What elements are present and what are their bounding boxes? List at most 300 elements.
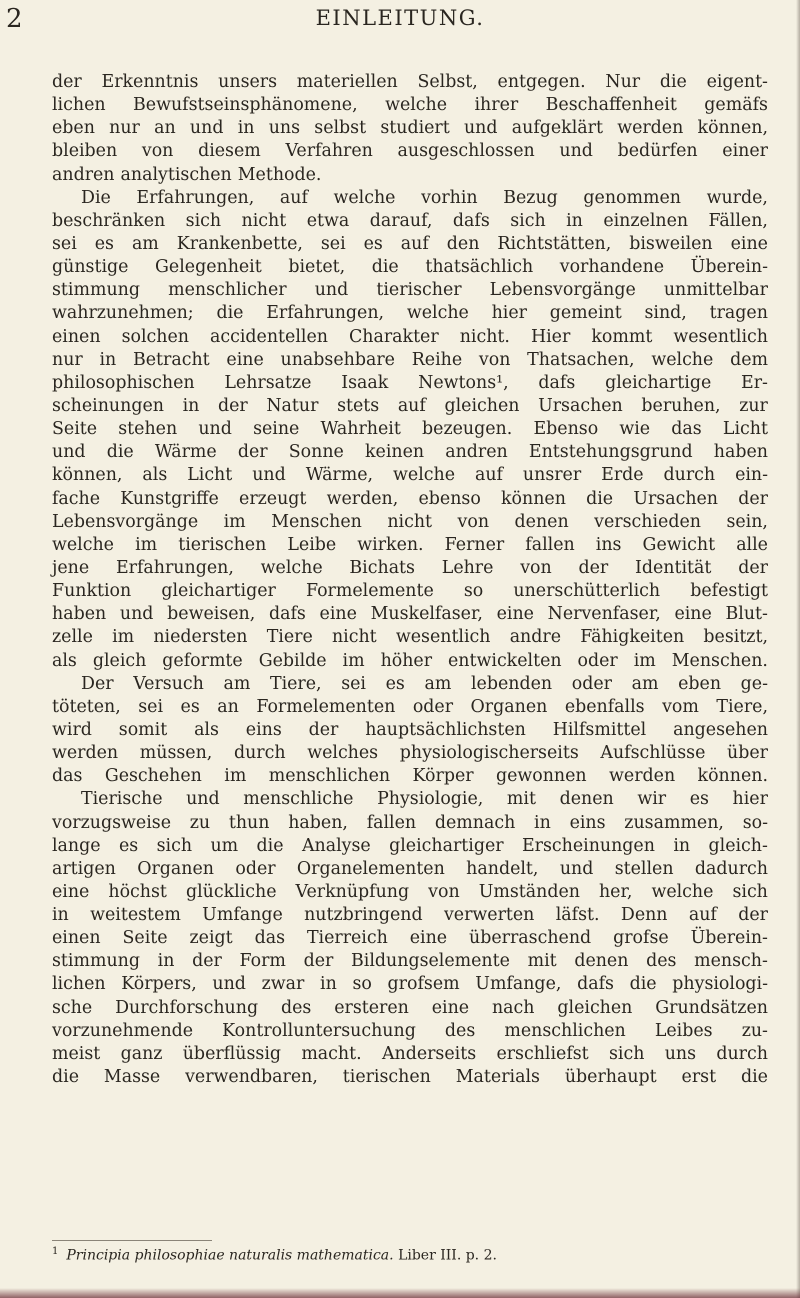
word: in (320, 974, 337, 995)
word: lebenden (471, 673, 553, 694)
word: Körper (412, 766, 474, 787)
text-line (52, 719, 768, 742)
word: werden, (326, 488, 399, 509)
word: in (52, 905, 69, 926)
word: zu (189, 812, 211, 833)
word: von (428, 881, 460, 902)
word: in (157, 951, 175, 972)
word: der (217, 395, 248, 416)
word: der (738, 488, 768, 509)
word: werden (609, 766, 676, 787)
word: es (363, 233, 383, 254)
word: haben, (288, 812, 348, 833)
word: gemäfs (704, 95, 768, 116)
word: lange (52, 835, 101, 856)
word: verschieden (594, 511, 701, 532)
word: Wahrheit (320, 419, 401, 440)
word: beruhen, (641, 395, 721, 416)
word: das (671, 419, 702, 440)
word: an (154, 118, 176, 139)
word: eigent- (706, 72, 768, 92)
word: welche (385, 95, 448, 116)
word: auf (400, 233, 429, 254)
text-line (52, 950, 768, 973)
word: accidentellen (210, 326, 328, 347)
word: der (52, 72, 82, 92)
word: oder (412, 696, 454, 717)
page-edge-shadow (796, 0, 800, 1298)
word: von (520, 557, 552, 578)
word: in (534, 812, 551, 833)
word: hier (491, 303, 527, 324)
word: können (501, 488, 566, 509)
word: keinen (364, 442, 425, 463)
text-line (52, 71, 768, 94)
word: sich (608, 1043, 645, 1064)
word: die (740, 1067, 768, 1088)
word: können, (697, 118, 768, 139)
word: somit (118, 719, 168, 740)
word: Newtons¹, (418, 372, 509, 393)
word: ausgeschlossen (397, 141, 535, 162)
word: wesentlich (673, 326, 768, 347)
word: Erkenntnis (101, 72, 199, 92)
word: es (180, 696, 200, 717)
word: Grundsätzen (655, 997, 768, 1018)
text-line (52, 488, 768, 511)
word: kommt (591, 326, 653, 347)
word: Entstehungsgrund (528, 442, 693, 463)
word: glückliche (185, 881, 277, 902)
footnote-title: Principia philosophiae naturalis mathematica. (66, 1247, 394, 1264)
word: Überein- (690, 257, 768, 278)
word: sich (156, 835, 193, 856)
word: oder (571, 673, 612, 694)
word: thatsächlich (425, 257, 534, 278)
word: es (689, 789, 709, 810)
word: so (463, 581, 484, 602)
word: aufgeklärt (511, 118, 603, 139)
word: Umständen (478, 881, 580, 902)
word: Er- (741, 372, 768, 393)
word: Tiere (266, 627, 313, 648)
word: Funktion (52, 581, 132, 602)
word: in (673, 835, 691, 856)
word: studiert (380, 118, 450, 139)
word: stehen (118, 419, 178, 440)
word: solchen (121, 326, 189, 347)
word: Kunstgriffe (120, 488, 219, 509)
word: fallen (525, 534, 575, 555)
text-line (52, 835, 768, 858)
word: erzeugt (239, 488, 307, 509)
word: Blut- (725, 604, 768, 625)
word: durch (663, 465, 716, 486)
word: mensch- (694, 951, 768, 972)
text-line (52, 279, 768, 302)
word: auf (474, 465, 503, 486)
word: als (142, 465, 168, 486)
text-line (52, 1020, 768, 1043)
word: dafs (577, 974, 614, 995)
word: Formelementen (256, 696, 396, 717)
word: andren (445, 442, 508, 463)
word: unmittelbar (663, 280, 768, 301)
word: Menschen (271, 511, 362, 532)
word: andren (52, 164, 115, 185)
word: sche (52, 997, 93, 1018)
word: der (192, 951, 222, 972)
word: dadurch (694, 858, 768, 879)
word: sich (510, 210, 546, 231)
word: eine (496, 604, 534, 625)
word: hauptsächlichsten (365, 719, 526, 740)
word: über (727, 743, 768, 764)
word: Bezug (503, 187, 558, 208)
word: Wärme, (305, 465, 374, 486)
word: des (444, 1020, 476, 1041)
word: dafs (538, 372, 576, 393)
word: läfst. (555, 905, 600, 926)
word: gleichen (444, 395, 520, 416)
word: und (198, 419, 232, 440)
word: sei (320, 233, 346, 254)
word: Masse (103, 1067, 161, 1088)
word: und (186, 789, 220, 810)
word: in (182, 395, 200, 416)
word: tierischen (342, 1067, 431, 1088)
word: Gelegenheit (155, 257, 262, 278)
word: analytischen (120, 164, 232, 185)
word: artigen (52, 858, 116, 879)
word: zu- (741, 1020, 768, 1041)
word: das (52, 766, 83, 787)
word: Menschen. (671, 650, 768, 671)
word: Methode. (237, 164, 322, 185)
text-line (52, 302, 768, 325)
word: Charakter (348, 326, 439, 347)
word: Durchforschung (115, 997, 259, 1018)
word: demnach (434, 812, 516, 833)
word: nach (491, 997, 535, 1018)
word: sei (138, 696, 164, 717)
word: menschlichen (268, 766, 391, 787)
word: des (280, 997, 312, 1018)
word: Thatsachen, (527, 349, 635, 370)
word: einer (722, 141, 768, 162)
word: tierischer (376, 280, 462, 301)
word: werden (617, 118, 684, 139)
word: im (223, 511, 246, 532)
word: meist (52, 1043, 101, 1064)
text-line (52, 765, 768, 788)
word: geformte (162, 650, 243, 671)
text-line (52, 210, 768, 233)
word: vorhin (421, 187, 478, 208)
word: auf (279, 187, 308, 208)
word: sei (52, 233, 77, 254)
word: die (371, 257, 399, 278)
word: Wärme (154, 442, 217, 463)
word: Lebensvorgänge (52, 511, 199, 532)
text-line (52, 881, 768, 904)
word: Aufschlüsse (600, 743, 706, 764)
word: gleichartige (605, 372, 712, 393)
word: und (119, 604, 154, 625)
page-number: 2 (6, 4, 23, 34)
word: fallen (366, 812, 417, 833)
word: wurde, (706, 187, 768, 208)
word: ein- (735, 465, 768, 486)
word: sei (341, 673, 366, 694)
word: überflüssig (182, 1043, 282, 1064)
word: Isaak (341, 372, 389, 393)
word: bietet, (288, 257, 346, 278)
word: die (52, 1067, 79, 1088)
word: als (194, 719, 219, 740)
word: erst (681, 1067, 717, 1088)
word: der (308, 719, 339, 740)
word: Ursachen (633, 488, 719, 509)
word: Kontrolluntersuchung (222, 1020, 416, 1041)
word: töteten, (52, 696, 121, 717)
word: bisweilen (629, 233, 713, 254)
word: welche (651, 349, 714, 370)
word: und (559, 141, 593, 162)
word: Ursachen (538, 395, 623, 416)
word: gleichartiger (161, 581, 276, 602)
word: stets (337, 395, 380, 416)
word: dafs (268, 604, 306, 625)
word: beschränken (52, 210, 166, 231)
word: Nur (605, 72, 641, 92)
word: eben (678, 673, 722, 694)
word: darauf, (369, 210, 433, 231)
word: Hilfsmittel (552, 719, 647, 740)
word: Erde (601, 465, 644, 486)
word: materiellen (296, 72, 398, 92)
word: im (633, 650, 656, 671)
word: Verknüpfung (295, 881, 410, 902)
word: Geschehen (104, 766, 202, 787)
word: von (141, 141, 174, 162)
word: zwar (261, 974, 305, 995)
word: alle (736, 534, 768, 555)
word: so- (742, 812, 768, 833)
word: die (106, 442, 134, 463)
word: her, (598, 881, 633, 902)
text-line (52, 973, 768, 996)
text-line (52, 904, 768, 927)
word: und (52, 442, 86, 463)
text-line (52, 997, 768, 1020)
word: und (212, 974, 246, 995)
word: menschliche (243, 789, 354, 810)
word: wir (637, 789, 667, 810)
word: andre (509, 627, 561, 648)
word: scheinungen (52, 395, 164, 416)
word: ebenfalls (564, 696, 645, 717)
word: macht. (301, 1043, 362, 1064)
word: zur (739, 395, 768, 416)
word: überhaupt (564, 1067, 657, 1088)
word: werden (52, 743, 119, 764)
text-line (52, 349, 768, 372)
word: sein, (726, 511, 768, 532)
word: zusammen, (624, 812, 724, 833)
word: nur (109, 118, 140, 139)
word: durch (233, 743, 286, 764)
word: Ferner (444, 534, 505, 555)
word: nutzbringend (304, 905, 423, 926)
word: Körpers, (121, 974, 197, 995)
footnote-divider (52, 1240, 212, 1241)
word: eine (52, 881, 90, 902)
word: die (256, 835, 284, 856)
word: des (646, 951, 677, 972)
text-line (52, 164, 768, 187)
word: Seite (122, 928, 168, 949)
word: den (446, 233, 480, 254)
word: uns (664, 1043, 697, 1064)
word: einen (52, 326, 101, 347)
text-line (52, 858, 768, 881)
word: befestigt (690, 581, 768, 602)
word: welche (333, 187, 396, 208)
word: an (217, 696, 239, 717)
word: Bildungselemente (351, 951, 510, 972)
text-line (52, 1066, 768, 1089)
text-line (52, 580, 768, 603)
word: vorzugsweise (52, 812, 171, 833)
word: grofse (613, 928, 669, 949)
word: ganz (120, 1043, 163, 1064)
word: Umfange, (475, 974, 562, 995)
word: und (314, 280, 349, 301)
word: haben (713, 442, 768, 463)
word: sich (732, 881, 768, 902)
word: niedersten (153, 627, 248, 648)
word: nicht (331, 627, 377, 648)
word: philosophischen (52, 372, 195, 393)
word: und (559, 858, 594, 879)
word: eine (730, 233, 768, 254)
word: welches (307, 743, 379, 764)
word: Tiere, (269, 673, 322, 694)
word: im (135, 534, 158, 555)
word: als (52, 650, 77, 671)
word: am (131, 233, 159, 254)
text-line (52, 326, 768, 349)
word: Bichats (349, 557, 415, 578)
word: tierischen (178, 534, 267, 555)
word: welche (651, 881, 714, 902)
word: am (631, 673, 659, 694)
word: Erfahrungen, (266, 303, 385, 324)
word: Lehre (441, 557, 494, 578)
word: Gewicht (642, 534, 716, 555)
word: von (478, 349, 511, 370)
word: nur (52, 349, 83, 370)
word: Versuch (133, 673, 204, 694)
word: unerschütterlich (513, 581, 661, 602)
word: vom (662, 696, 699, 717)
word: grofsem (387, 974, 460, 995)
word: bleiben (52, 141, 118, 162)
word: welche (260, 557, 323, 578)
word: besitzt, (703, 627, 768, 648)
word: im (342, 650, 365, 671)
text-line (52, 256, 768, 279)
word: auf (688, 905, 717, 926)
word: eine (674, 604, 712, 625)
word: es (118, 835, 139, 856)
word: eine (431, 997, 470, 1018)
word: diesem (198, 141, 261, 162)
text-line (52, 441, 768, 464)
page-header (0, 0, 800, 60)
word: in (566, 210, 583, 231)
word: gleichen (557, 997, 633, 1018)
word: fache (52, 488, 101, 509)
word: bedürfen (617, 141, 698, 162)
word: ersteren (334, 997, 409, 1018)
text-line (52, 1043, 768, 1066)
word: beweisen, (167, 604, 256, 625)
word: physiologischerseits (399, 743, 579, 764)
word: in (99, 349, 117, 370)
word: nicht (241, 210, 287, 231)
word: sind, (644, 303, 687, 324)
text-line (52, 464, 768, 487)
word: das (254, 928, 285, 949)
word: durch (716, 1043, 768, 1064)
word: Seite (52, 419, 98, 440)
word: wie (619, 419, 651, 440)
word: die (216, 303, 244, 324)
text-line (52, 603, 768, 626)
word: entgegen. (497, 72, 586, 92)
footnote-reference: Liber III. p. 2. (398, 1247, 497, 1264)
footnote-mark: 1 (52, 1246, 59, 1257)
word: jene (52, 557, 90, 578)
word: in (237, 118, 255, 139)
word: zeigt (189, 928, 233, 949)
word: Erfahrungen, (136, 187, 255, 208)
word: höher (380, 650, 433, 671)
word: welche (393, 465, 455, 486)
word: von (457, 511, 490, 532)
text-line (52, 94, 768, 117)
word: uns (268, 118, 301, 139)
word: Hier (530, 326, 571, 347)
word: so (352, 974, 372, 995)
word: Umfange (202, 905, 283, 926)
word: Licht (722, 419, 768, 440)
word: etwa (306, 210, 350, 231)
word: ihrer (474, 95, 519, 116)
word: denen (514, 511, 569, 532)
word: Erscheinungen (521, 835, 655, 856)
word: die (659, 72, 687, 92)
word: Richtstätten, (497, 233, 612, 254)
word: entwickelten (448, 650, 562, 671)
word: Der (81, 673, 114, 694)
body-text (52, 71, 768, 1089)
word: hier (732, 789, 768, 810)
word: stellen (614, 858, 674, 879)
word: dem (730, 349, 768, 370)
